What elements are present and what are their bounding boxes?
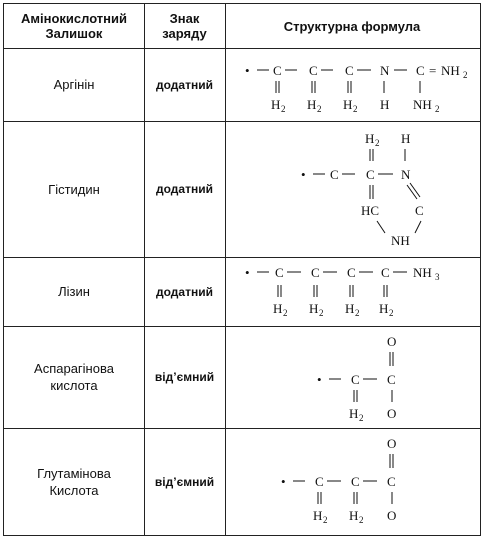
header-charge-line2: заряду	[162, 26, 207, 41]
subscript: 3	[435, 272, 440, 282]
histidine-structure	[225, 121, 479, 257]
group-nh: NH	[391, 233, 410, 248]
atom-h: H	[380, 97, 390, 112]
residue-name: Лізин	[58, 284, 90, 299]
formula-lysine	[225, 257, 479, 326]
residue-name: Аргінін	[53, 77, 95, 92]
group-hc: HC	[361, 203, 380, 218]
header-formula-label: Структурна формула	[283, 18, 421, 34]
atom-o: O	[387, 406, 397, 421]
subscript: 2	[319, 308, 324, 318]
residue-name: Глутамінова	[37, 465, 111, 481]
subscript: 2	[283, 308, 288, 318]
residue-name-line2: кислота	[50, 378, 98, 393]
subscript: 2	[355, 308, 360, 318]
bond-dot: •	[317, 372, 322, 387]
aspartic-acid-structure	[225, 326, 479, 428]
atom-o: O	[387, 508, 397, 523]
row-charge-aspartic-acid	[144, 326, 225, 428]
atom-c: C	[345, 63, 354, 78]
row-charge-lysine	[144, 257, 225, 326]
atom-c: C	[311, 265, 320, 280]
atom-c: C	[387, 372, 396, 387]
h2-group: H	[345, 301, 355, 316]
row-charge-arginine	[144, 48, 225, 121]
header-residue	[4, 4, 144, 48]
bond-dot: •	[301, 167, 306, 182]
atom-n: N	[401, 167, 411, 182]
charge-sign: від’ємний	[154, 370, 215, 384]
atom-c: C	[387, 474, 396, 489]
h2-group: H	[309, 301, 319, 316]
group-nh2: NH	[441, 63, 460, 78]
h2-group: H	[349, 406, 359, 421]
h2-group: H	[271, 97, 281, 112]
subscript: 2	[359, 413, 364, 423]
atom-c: C	[275, 265, 284, 280]
bond-dot: •	[245, 63, 250, 78]
header-charge-line1: Знак	[169, 11, 200, 26]
residue-name-line2: Кислота	[49, 482, 99, 498]
h2-group: H	[313, 508, 323, 523]
atom-c: C	[315, 474, 324, 489]
atom-c: C	[273, 63, 282, 78]
subscript: 2	[375, 138, 380, 148]
atom-h: H	[401, 131, 411, 146]
formula-glutamic-acid	[225, 428, 479, 535]
row-charge-glutamic-acid	[144, 428, 225, 535]
atom-c: C	[381, 265, 390, 280]
formula-aspartic-acid	[225, 326, 479, 428]
header-residue-line2: Залишок	[45, 26, 103, 41]
glutamic-acid-structure	[225, 428, 479, 535]
formula-arginine	[225, 48, 479, 121]
subscript: 2	[353, 104, 358, 114]
residue-name: Аспарагінова	[34, 361, 114, 376]
atom-c: C	[351, 372, 360, 387]
atom-c: C	[416, 63, 425, 78]
h2-group: H	[365, 131, 375, 146]
h2-group: H	[379, 301, 389, 316]
row-name-glutamic-acid	[4, 428, 144, 535]
bond-dot: •	[245, 265, 250, 280]
row-name-arginine	[4, 48, 144, 121]
subscript: 2	[463, 70, 468, 80]
subscript: 2	[359, 515, 364, 525]
subscript: 2	[281, 104, 286, 114]
atom-c: C	[351, 474, 360, 489]
arginine-structure	[225, 48, 479, 121]
atom-o: O	[387, 334, 397, 349]
row-charge-histidine	[144, 121, 225, 257]
subscript: 2	[389, 308, 394, 318]
header-charge	[144, 4, 225, 48]
atom-c: C	[309, 63, 318, 78]
h2-group: H	[343, 97, 353, 112]
amino-acid-table	[3, 3, 481, 536]
bond-dot: •	[281, 474, 286, 489]
row-name-lysine	[4, 257, 144, 326]
h2-group: H	[349, 508, 359, 523]
residue-name: Гістидин	[48, 181, 100, 197]
h2-group: H	[273, 301, 283, 316]
group-nh2: NH	[413, 97, 432, 112]
header-formula	[225, 4, 479, 48]
subscript: 2	[323, 515, 328, 525]
lysine-structure	[225, 257, 479, 326]
atom-c: C	[347, 265, 356, 280]
double-bond-sign: =	[429, 63, 437, 78]
atom-c: C	[330, 167, 339, 182]
charge-sign: додатний	[156, 284, 213, 299]
header-residue-line1: Амінокислотний	[20, 11, 128, 26]
formula-histidine	[225, 121, 479, 257]
row-name-aspartic-acid	[4, 326, 144, 428]
row-name-histidine	[4, 121, 144, 257]
charge-sign: додатний	[156, 182, 213, 196]
subscript: 2	[317, 104, 322, 114]
atom-n: N	[380, 63, 390, 78]
group-nh3: NH	[413, 265, 432, 280]
atom-c: C	[366, 167, 375, 182]
subscript: 2	[435, 104, 440, 114]
h2-group: H	[307, 97, 317, 112]
atom-c: C	[415, 203, 424, 218]
atom-o: O	[387, 436, 397, 451]
charge-sign: від’ємний	[154, 474, 215, 489]
charge-sign: додатний	[156, 77, 213, 92]
